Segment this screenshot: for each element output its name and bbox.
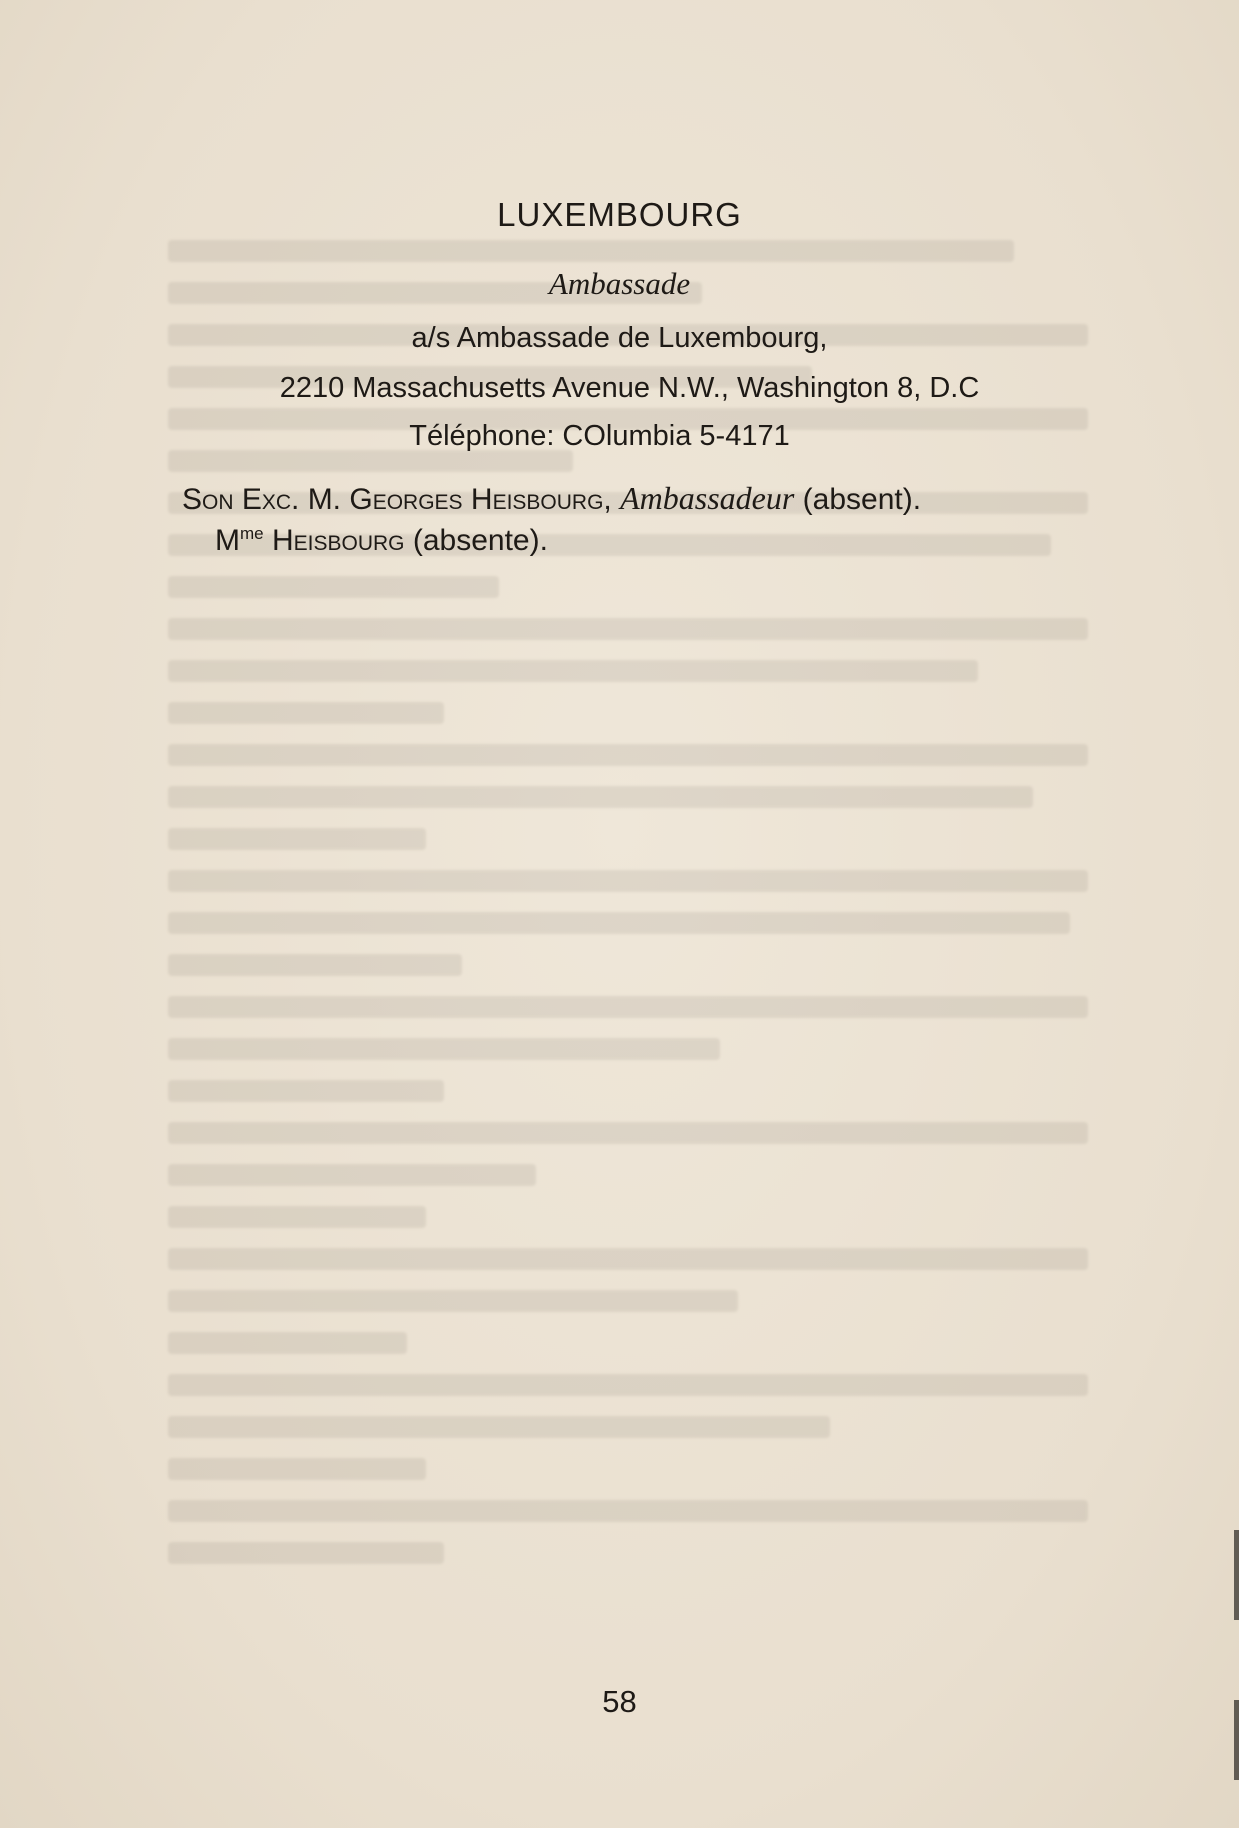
page-edge-shadow [1234, 1530, 1239, 1620]
staff-entry-ambassador [182, 480, 921, 517]
staff-prefix: M [215, 524, 240, 557]
country-heading: LUXEMBOURG [497, 196, 742, 233]
staff-prefix: Son Exc. M. [182, 483, 342, 516]
staff-title: Ambassadeur [620, 480, 795, 516]
staff-name: Heisbourg [271, 524, 405, 557]
staff-prefix-superscript: me [240, 524, 264, 543]
staff-status: (absente). [412, 524, 548, 557]
staff-name: Georges Heisbourg, [349, 483, 612, 516]
address-line-1: a/s Ambassade de Luxembourg, [411, 322, 828, 354]
bleed-through-text [168, 240, 1088, 1740]
staff-entry-spouse [215, 524, 548, 558]
mission-type: Ambassade [548, 266, 691, 301]
page-number: 58 [602, 1684, 637, 1719]
page-edge-shadow [1234, 1700, 1239, 1780]
staff-status: (absent). [802, 483, 922, 516]
telephone-line: Téléphone: COlumbia 5-4171 [409, 420, 790, 452]
address-line-2: 2210 Massachusetts Avenue N.W., Washington 8, D.C [279, 372, 980, 404]
